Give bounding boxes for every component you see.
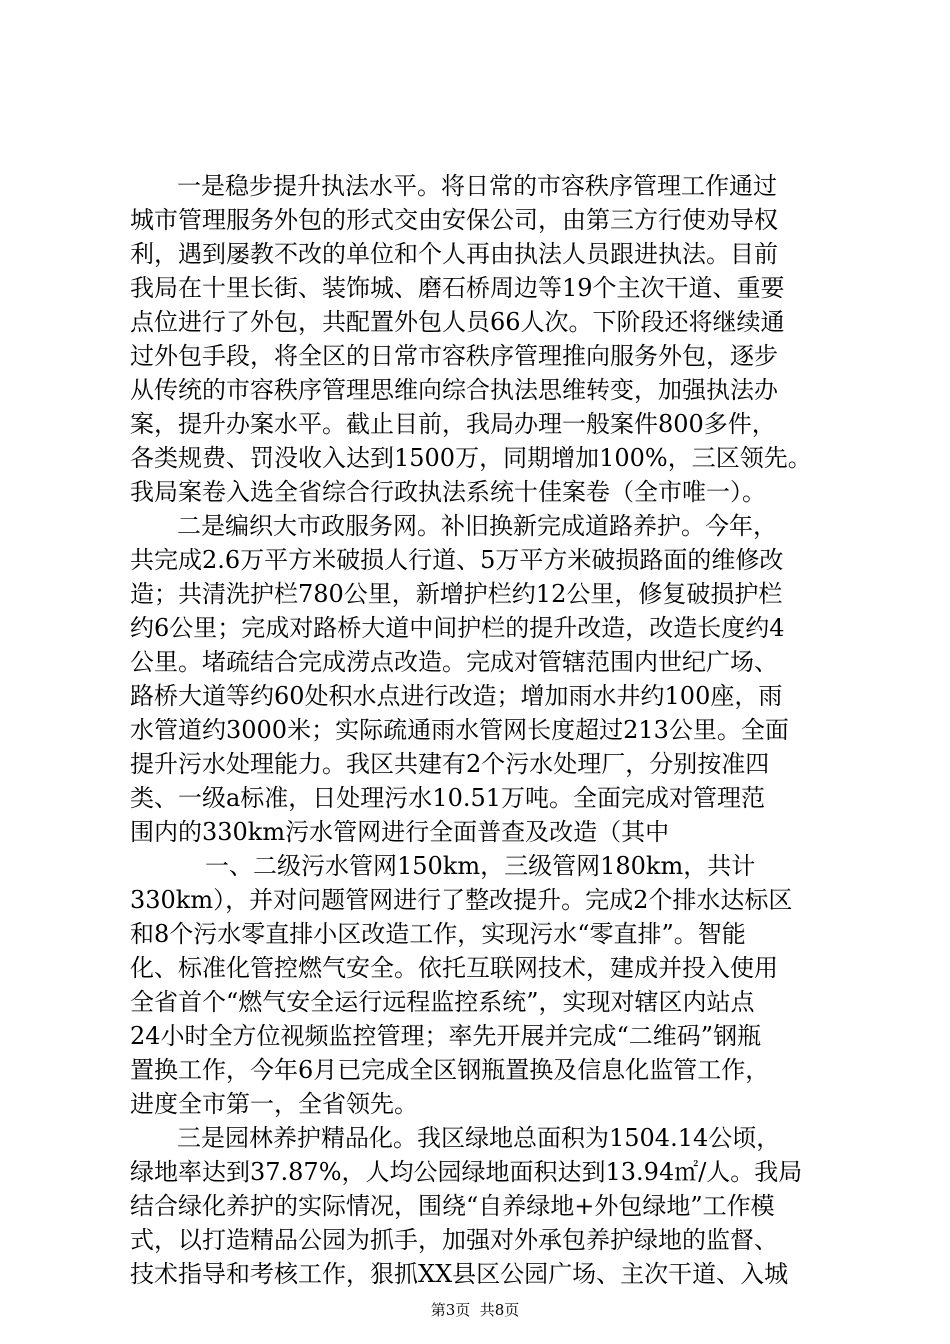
text-line: 造；共清洗护栏780公里，新增护栏约12公里，修复破损护栏 (130, 580, 783, 608)
text-line: 结合绿化养护的实际情况，围绕“自养绿地+外包绿地”工作模 (130, 1192, 775, 1220)
page-number-footer: 第3页 共8页 (430, 1301, 520, 1319)
text-line: 绿地率达到37.87%，人均公园绿地面积达到13.94㎡/人。我局 (130, 1158, 803, 1186)
text-line: 从传统的市容秩序管理思维向综合执法思维转变，加强执法办 (130, 376, 778, 404)
text-line: 式，以打造精品公园为抓手，加强对外承包养护绿地的监督、 (130, 1226, 778, 1254)
text-line: 三是园林养护精品化。我区绿地总面积为1504.14公顷， (177, 1124, 781, 1152)
text-line: 共完成2.6万平方米破损人行道、5万平方米破损路面的维修改 (130, 546, 784, 574)
text-line: 全省首个“燃气安全运行远程监控系统”，实现对辖区内站点 (130, 988, 755, 1016)
text-line: 城市管理服务外包的形式交由安保公司，由第三方行使劝导权 (130, 206, 778, 234)
text-line: 围内的330km污水管网进行全面普查及改造（其中 (130, 818, 670, 846)
text-line: 24小时全方位视频监控管理；率先开展并完成“二维码”钢瓶 (130, 1022, 762, 1050)
text-line: 水管道约3000米；实际疏通雨水管网长度超过213公里。全面 (130, 716, 789, 744)
text-line: 一是稳步提升执法水平。将日常的市容秩序管理工作通过 (177, 172, 777, 200)
text-line: 进度全市第一，全省领先。 (130, 1090, 418, 1118)
text-line: 公里。堵疏结合完成涝点改造。完成对管辖范围内世纪广场、 (130, 648, 778, 676)
text-line: 路桥大道等约60处积水点进行改造；增加雨水井约100座，雨 (130, 682, 783, 710)
text-line: 二是编织大市政服务网。补旧换新完成道路养护。今年， (177, 512, 777, 540)
text-line: 我局在十里长街、装饰城、磨石桥周边等19个主次干道、重要 (130, 274, 785, 302)
text-line: 约6公里；完成对路桥大道中间护栏的提升改造，改造长度约4 (130, 614, 785, 642)
text-line: 提升污水处理能力。我区共建有2个污水处理厂，分别按准四 (130, 750, 770, 778)
text-line: 置换工作，今年6月已完成全区钢瓶置换及信息化监管工作， (130, 1056, 770, 1084)
text-line: 案，提升办案水平。截止目前，我局办理一般案件800多件， (130, 410, 776, 438)
text-line: 利，遇到屡教不改的单位和个人再由执法人员跟进执法。目前 (130, 240, 778, 268)
text-line: 化、标准化管控燃气安全。依托互联网技术，建成并投入使用 (130, 954, 778, 982)
text-line: 过外包手段，将全区的日常市容秩序管理推向服务外包，逐步 (130, 342, 778, 370)
text-line: 技术指导和考核工作，狠抓XX县区公园广场、主次干道、入城 (130, 1260, 789, 1288)
text-line: 和8个污水零直排小区改造工作，实现污水“零直排”。智能 (130, 920, 746, 948)
text-line: 我局案卷入选全省综合行政执法系统十佳案卷（全市唯一）。 (130, 478, 766, 506)
text-line: 点位进行了外包，共配置外包人员66人次。下阶段还将继续通 (130, 308, 785, 336)
text-line: 类、一级a标准，日处理污水10.51万吨。全面完成对管理范 (130, 784, 766, 812)
text-line: 各类规费、罚没收入达到1500万，同期增加100%，三区领先。 (130, 444, 812, 472)
text-line: 330km），并对问题管网进行了整改提升。完成2个排水达标区 (130, 886, 793, 914)
text-line: 一、二级污水管网150km，三级管网180km，共计 (205, 852, 756, 880)
